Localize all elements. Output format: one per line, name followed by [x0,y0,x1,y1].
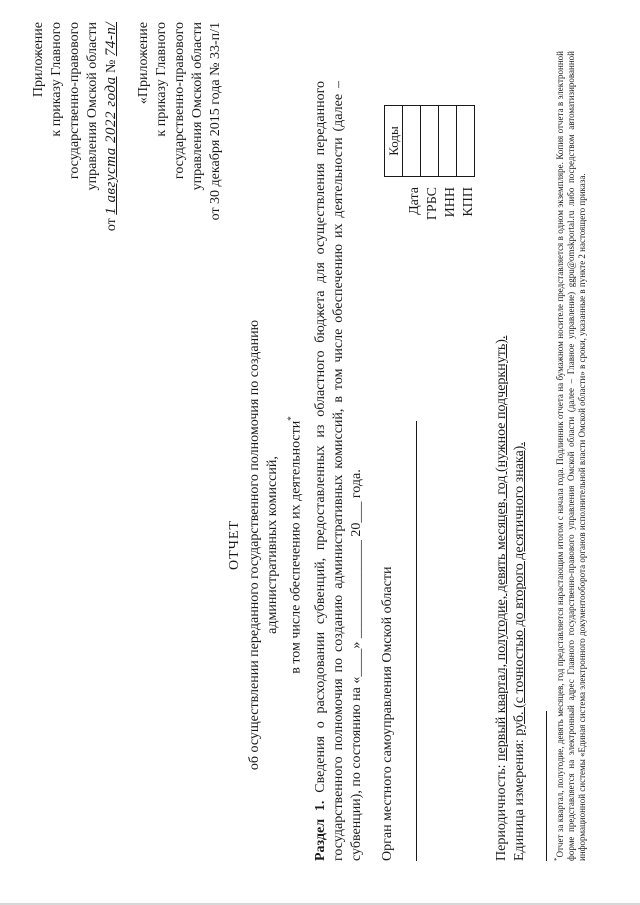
organ-input-line [416,421,417,861]
appendix-line: государственно-правового [172,22,187,180]
appendix-line: «Приложение [136,22,151,105]
appendix-block [30,22,225,282]
appendix-line: управления Омской области [85,22,100,191]
appendix-line: к приказу Главного [49,22,64,137]
report-title-line: об осуществлении переданного государственного полномочия по созданию административных комиссий, [247,319,280,771]
report-title [226,265,306,825]
periodicity-value: первый квартал, полугодие, девять месяцев, год (нужное подчеркнуть). [494,335,509,761]
footnote [552,51,588,861]
code-cell-kpp [457,106,475,177]
handwritten-date: 1 августа 2022 года [103,76,119,215]
appendix-line: государственно-правового [67,22,82,180]
appendix-line: Приложение [31,22,46,98]
section-1 [312,81,366,861]
report-title-line [282,265,306,825]
code-label-grbs: ГРБС [425,187,440,221]
appendix-line: от 30 декабря 2015 года № 33-п/1 [208,22,223,221]
report-title-line2: в том числе обеспечению их деятельности [288,420,304,674]
footnote-mark: * [286,416,296,421]
footnote-text: Отчет за квартал, полугодие, девять месяцев, год представляется нарастающим итогом с начала года. Подлинник отчета на бумажном носителе представляется в одном экземпляре. Копия отчета в электронной форме представляется на электронный адрес Главного государственно-правового управления Омской области (далее – Главное управление) ggpu@omskportal.ru либо посредством автоматизированной информационной системы «Единая система электронного документооборота органов исполнительной власти Омской области» в сроки, указанные в пункте 2 настоящего приказа. [555,51,587,861]
unit-line [511,336,529,861]
code-label-kpp: КПП [461,187,476,217]
codes-table [384,105,475,177]
footnote-mark: * [553,857,561,861]
code-cell-inn [439,106,457,177]
appendix-line: управления Омской области [190,22,205,191]
code-label-date: Дата [407,187,422,215]
codes-labels [406,187,478,220]
appendix-line: к приказу Главного [154,22,169,137]
code-cell-grbs [421,106,439,177]
report-title-word: ОТЧЕТ [227,520,242,570]
handwritten-number: 74-п/ [103,22,119,57]
unit-label: Единица измерения: [512,739,527,861]
codes-header: Коды [385,106,403,177]
periodicity-line [493,336,511,861]
date-prefix: от [104,218,119,232]
footnote-rule [546,711,547,861]
code-label-inn: ИНН [443,187,458,218]
appendix-date-line [102,22,121,282]
number-prefix: № [104,59,119,74]
periodicity-label: Периодичность: [494,764,509,861]
section-label: Раздел 1. [313,800,328,861]
periodicity-block [493,336,529,861]
unit-value: руб. (с точностью до второго десятичного знака). [512,442,527,736]
code-cell-date [403,106,421,177]
section-text: Сведения о расходовании субвенций, предоставленных из областного бюджета для осуществления переданного государственного полномочия по созданию административных комиссий, в том числе обеспечению их деятельности (далее – субвенции), по состоянию на «____» ______________ 20___ года. [313,80,364,861]
organ-label: Орган местного самоуправления Омской области [380,566,395,861]
